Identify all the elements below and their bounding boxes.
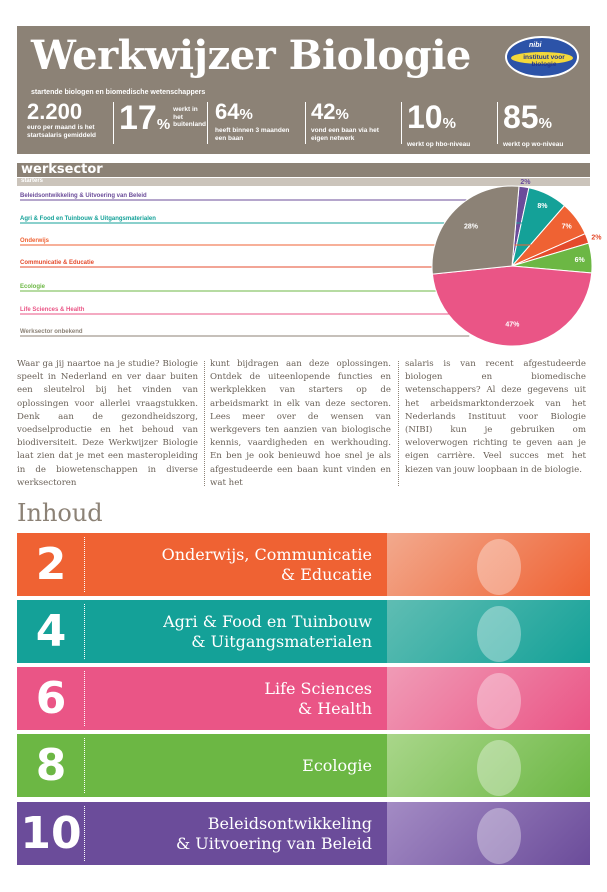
logo-bottom-text: instituut voor biologie	[523, 54, 565, 68]
stat-network	[311, 100, 397, 148]
pie-value-label: 6%	[574, 257, 585, 265]
stat-value: 10	[407, 99, 443, 135]
stats-row	[17, 100, 590, 150]
sector-label: Beleidsontwikkeling & Uitvoering van Beleid	[20, 193, 147, 199]
person-photo-icon	[477, 808, 521, 864]
sector-label: Agri & Food en Tuinbouw & Uitgangsmaterialen	[20, 216, 156, 222]
toc-label: Life Sciences & Health	[264, 678, 372, 718]
header-banner	[17, 26, 590, 154]
toc-photo	[387, 600, 590, 663]
toc-divider	[84, 537, 85, 592]
werksector-title: werksector	[21, 162, 103, 177]
toc-photo	[387, 734, 590, 797]
stat-value-wrap	[215, 100, 301, 127]
toc-row[interactable]	[17, 600, 590, 663]
pie-value-label: 2%	[591, 234, 602, 242]
stat-value: 17	[119, 99, 157, 137]
person-photo-icon	[477, 740, 521, 796]
toc-page-number: 10	[20, 808, 82, 859]
stat-text: werkt in het buitenland	[173, 106, 207, 128]
stat-pct: %	[442, 115, 456, 132]
nibi-logo	[505, 36, 579, 78]
toc-row[interactable]	[17, 802, 590, 865]
page-title: Werkwijzer Biologie	[31, 32, 471, 79]
stat-pct: %	[239, 106, 253, 123]
sector-label: Ecologie	[20, 284, 46, 290]
pie-value-label: 7%	[561, 223, 572, 231]
werksector-subtitle: starters	[21, 178, 44, 184]
stat-value: 2.200	[27, 99, 83, 124]
stat-value-wrap	[407, 100, 493, 141]
person-photo-icon	[477, 673, 521, 729]
toc-row[interactable]	[17, 533, 590, 596]
stat-value: 64	[215, 99, 240, 124]
logo-top-text: nibi	[529, 42, 542, 49]
intro-column-1: Waar ga jij naartoe na je studie? Biologie speelt in Nederland en ver daar buiten een sleutelrol bij het vinden van oplossingen voor allerlei vraagstukken. Denk aan de gezondheidszorg, voedselproductie en het behoud van biodiversiteit. Deze Werkwijzer Biologie laat zien dat je met een masteropleiding in de biowetenschappen in diverse werksectoren	[17, 359, 198, 488]
toc-row[interactable]	[17, 734, 590, 797]
stat-divider	[401, 102, 402, 144]
stat-divider	[207, 102, 208, 144]
stat-divider	[113, 102, 114, 144]
header-subtitle: startende biologen en biomedische wetenschappers	[31, 89, 206, 96]
stat-wo	[503, 100, 589, 148]
toc-photo	[387, 667, 590, 730]
toc-photo	[387, 802, 590, 865]
toc-label: Beleidsontwikkeling & Uitvoering van Beleid	[175, 813, 372, 853]
pie-slice	[432, 266, 591, 346]
toc-divider	[84, 604, 85, 659]
column-divider	[398, 361, 399, 486]
pie-value-label: 28%	[463, 223, 478, 231]
sector-label: Life Sciences & Health	[20, 307, 85, 313]
stat-abroad	[119, 99, 207, 148]
pie-value-label: 47%	[505, 321, 520, 329]
person-photo-icon	[477, 539, 521, 595]
stat-value: 85	[503, 99, 539, 135]
toc-page-number: 2	[35, 539, 67, 590]
werksector-sub-bar	[17, 178, 590, 186]
toc-page-number: 4	[35, 606, 67, 657]
stat-pct: %	[335, 106, 349, 123]
toc-page-number: 8	[35, 740, 67, 791]
inhoud-title: Inhoud	[17, 499, 103, 527]
stat-hbo	[407, 100, 493, 148]
stat-value-wrap	[311, 100, 397, 127]
stat-pct: %	[156, 116, 171, 133]
toc-photo	[387, 533, 590, 596]
stat-text: werkt op wo-niveau	[503, 141, 564, 148]
stat-value: 42	[311, 99, 336, 124]
werksector-bar	[17, 163, 590, 177]
toc-page-number: 6	[35, 673, 67, 724]
toc-label: Agri & Food en Tuinbouw & Uitgangsmaterialen	[163, 611, 372, 651]
pie-value-label: 2%	[520, 178, 531, 186]
stat-value-wrap	[119, 100, 170, 143]
sector-label: Communicatie & Educatie	[20, 260, 95, 266]
toc-label: Onderwijs, Communicatie & Educatie	[161, 544, 372, 584]
intro-column-2: kunt bijdragen aan deze oplossingen. Ontdek de uiteenlopende functies en werkplekken van starters op de arbeidsmarkt in elk van deze sectoren. Lees meer over de wensen van werkgevers ten aanzien van biologische kennis, vaardigheden en werkhouding. En ben je ook benieuwd hoe snel je als afgestudeerde een baan kunt vinden en wat het	[210, 359, 391, 488]
stat-value-wrap	[503, 100, 589, 141]
stat-salary	[27, 100, 113, 148]
sector-label: Werksector onbekend	[20, 329, 83, 335]
pie-value-label: 8%	[537, 203, 548, 211]
person-photo-icon	[477, 606, 521, 662]
toc-divider	[84, 671, 85, 726]
stat-text: heeft binnen 3 maanden een baan	[215, 127, 290, 142]
column-divider	[204, 361, 205, 486]
toc-label: Ecologie	[302, 755, 372, 775]
intro-column-3: salaris is van recent afgestudeerde biologen en biomedische wetenschappers? Al deze gegevens uit het arbeidsmarktonderzoek van het Nederlands Instituut voor Biologie (NIBI) kun je gebruiken om weloverwogen richting te geven aan je eigen carrière. Veel succes met het kiezen van jouw loopbaan in de biologie.	[405, 359, 586, 475]
toc-divider	[84, 806, 85, 861]
stat-job-3-months	[215, 100, 301, 148]
stat-pct: %	[538, 115, 552, 132]
stat-divider	[305, 102, 306, 144]
toc-divider	[84, 738, 85, 793]
stat-text: euro per maand is het startsalaris gemiddeld	[27, 124, 96, 139]
stat-text: vond een baan via het eigen netwerk	[311, 127, 379, 142]
stat-text: werkt op hbo-niveau	[407, 141, 471, 148]
toc-row[interactable]	[17, 667, 590, 730]
sector-label: Onderwijs	[20, 238, 50, 244]
stat-divider	[497, 102, 498, 144]
